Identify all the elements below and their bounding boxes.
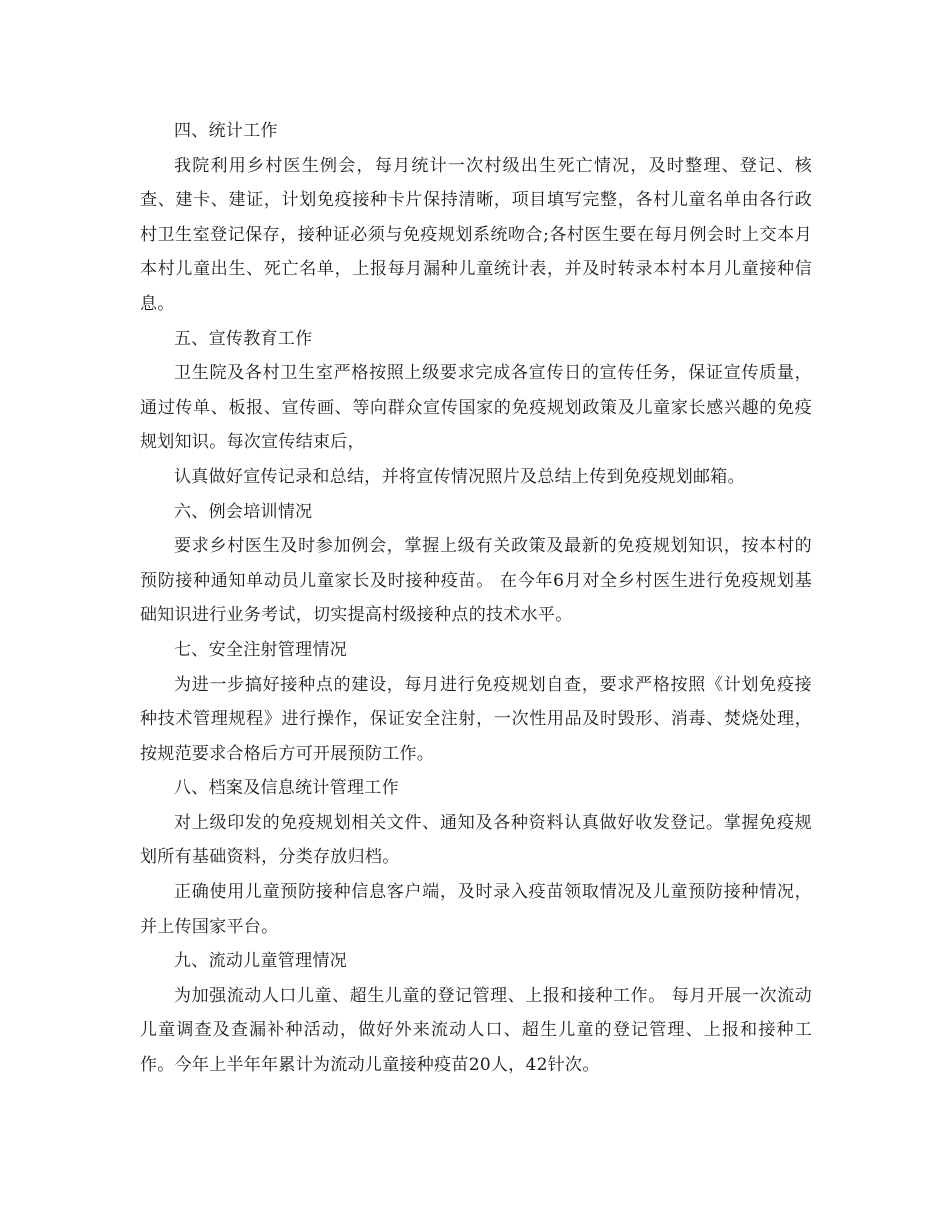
section-heading-statistics: 四、统计工作 [174, 121, 278, 141]
paragraph-floating-children: 为加强流动人口儿童、超生儿童的登记管理、上报和接种工作。 每月开展一次流动儿童调查及查漏补种活动，做好外来流动人口、超生儿童的登记管理、上报和接种工作。今年上半年年累计为流动儿童接种疫苗20人，42针次。 [140, 985, 812, 1076]
paragraph-archives: 对上级印发的免疫规划相关文件、通知及各种资料认真做好收发登记。掌握免疫规划所有基础资料，分类存放归档。 [140, 812, 812, 868]
paragraph-safe-injection: 为进一步搞好接种点的建设，每月进行免疫规划自查，要求严格按照《计划免疫接种技术管理规程》进行操作，保证安全注射，一次性用品及时毁形、消毒、焚烧处理，按规范要求合格后方可开展预防工作。 [140, 674, 812, 764]
paragraph-archives-client: 正确使用儿童预防接种信息客户端，及时录入疫苗领取情况及儿童预防接种情况，并上传国家平台。 [140, 882, 812, 937]
section-heading-safe-injection: 七、安全注射管理情况 [174, 639, 347, 660]
paragraph-publicity: 卫生院及各村卫生室严格按照上级要求完成各宣传日的宣传任务，保证宣传质量，通过传单、板报、宣传画、等向群众宣传国家的免疫规划政策及儿童家长感兴趣的免疫规划知识。每次宣传结束后， [140, 363, 812, 453]
paragraph-training: 要求乡村医生及时参加例会，掌握上级有关政策及最新的免疫规划知识，按本村的预防接种通知单动员儿童家长及时接种疫苗。 在今年6月对全乡村医生进行免疫规划基础知识进行业务考试，切实提高村级接种点的技术水平。 [140, 536, 812, 626]
paragraph-publicity-records: 认真做好宣传记录和总结，并将宣传情况照片及总结上传到免疫规划邮箱。 [174, 466, 745, 487]
document-body [140, 114, 812, 1083]
section-heading-floating-children: 九、流动儿童管理情况 [174, 951, 347, 972]
section-heading-archives: 八、档案及信息统计管理工作 [174, 778, 399, 799]
section-heading-publicity: 五、宣传教育工作 [174, 328, 313, 349]
section-heading-training: 六、例会培训情况 [174, 501, 313, 522]
paragraph-statistics: 我院利用乡村医生例会，每月统计一次村级出生死亡情况，及时整理、登记、核查、建卡、建证，计划免疫接种卡片保持清晰，项目填写完整，各村儿童名单由各行政村卫生室登记保存，接种证必须与免疫规划系统吻合;各村医生要在每月例会时上交本月本村儿童出生、死亡名单，上报每月漏种儿童统计表，并及时转录本村本月儿童接种信息。 [140, 155, 812, 314]
